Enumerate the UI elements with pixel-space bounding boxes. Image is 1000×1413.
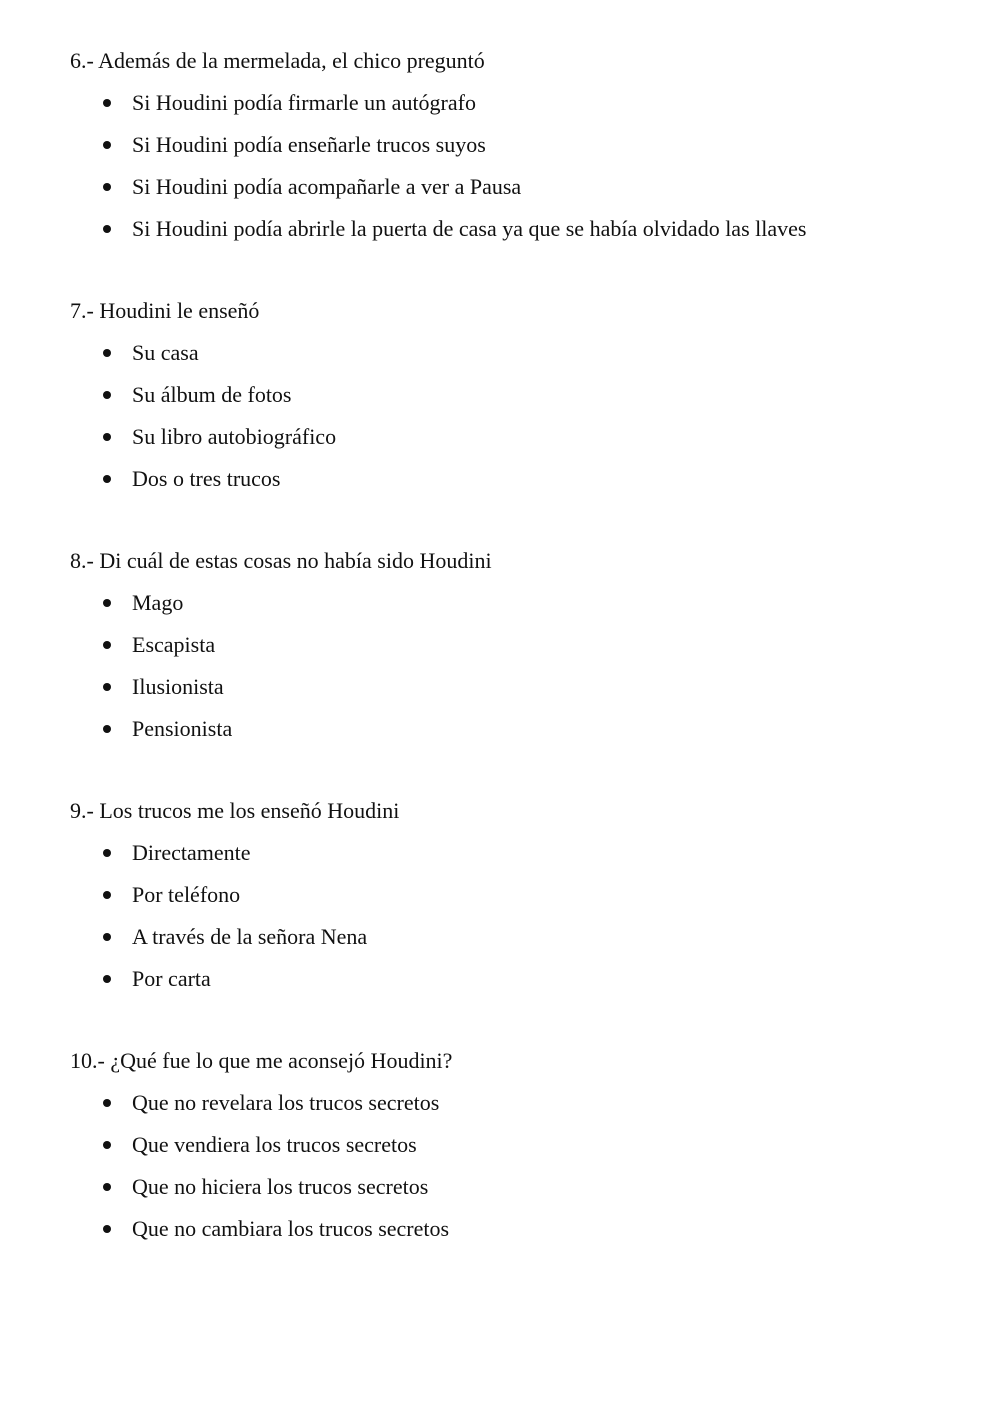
question-6 — [70, 46, 950, 256]
answer-option[interactable] — [70, 672, 950, 714]
answer-option[interactable] — [70, 964, 950, 1006]
answer-option[interactable] — [70, 1088, 950, 1130]
answer-options — [70, 588, 950, 756]
option-label: Que no revelara los trucos secretos — [132, 1090, 440, 1115]
answer-option[interactable] — [70, 338, 950, 380]
bullet-icon — [103, 641, 111, 649]
question-text: 6.- Además de la mermelada, el chico preguntó — [70, 48, 485, 73]
bullet-icon — [103, 849, 111, 857]
option-label: Mago — [132, 590, 184, 615]
option-label: Directamente — [132, 840, 251, 865]
answer-option[interactable] — [70, 922, 950, 964]
answer-options — [70, 338, 950, 506]
answer-option[interactable] — [70, 464, 950, 506]
question-text: 9.- Los trucos me los enseñó Houdini — [70, 798, 400, 823]
option-label: Por carta — [132, 966, 211, 991]
answer-options — [70, 838, 950, 1006]
bullet-icon — [103, 933, 111, 941]
bullet-icon — [103, 1183, 111, 1191]
question-8 — [70, 546, 950, 756]
answer-option[interactable] — [70, 88, 950, 130]
answer-option[interactable] — [70, 130, 950, 172]
bullet-icon — [103, 1099, 111, 1107]
question-10 — [70, 1046, 950, 1256]
question-7 — [70, 296, 950, 506]
bullet-icon — [103, 725, 111, 733]
bullet-icon — [103, 975, 111, 983]
answer-option[interactable] — [70, 1172, 950, 1214]
question-text: 8.- Di cuál de estas cosas no había sido Houdini — [70, 548, 492, 573]
answer-option[interactable] — [70, 630, 950, 672]
option-label: Dos o tres trucos — [132, 466, 281, 491]
option-label: Si Houdini podía enseñarle trucos suyos — [132, 132, 486, 157]
bullet-icon — [103, 891, 111, 899]
option-label: Escapista — [132, 632, 216, 657]
bullet-icon — [103, 99, 111, 107]
answer-option[interactable] — [70, 172, 950, 214]
answer-option[interactable] — [70, 838, 950, 880]
bullet-icon — [103, 599, 111, 607]
option-label: Su álbum de fotos — [132, 382, 292, 407]
bullet-icon — [103, 391, 111, 399]
bullet-icon — [103, 683, 111, 691]
answer-option[interactable] — [70, 714, 950, 756]
option-label: Que no cambiara los trucos secretos — [132, 1216, 450, 1241]
bullet-icon — [103, 349, 111, 357]
answer-option[interactable] — [70, 1214, 950, 1256]
option-label: Por teléfono — [132, 882, 241, 907]
answer-options — [70, 1088, 950, 1256]
answer-option[interactable] — [70, 422, 950, 464]
option-label: Su casa — [132, 340, 199, 365]
option-label: Si Houdini podía acompañarle a ver a Pausa — [132, 174, 522, 199]
bullet-icon — [103, 183, 111, 191]
answer-option[interactable] — [70, 880, 950, 922]
option-label: Ilusionista — [132, 674, 224, 699]
question-text: 10.- ¿Qué fue lo que me aconsejó Houdini? — [70, 1048, 453, 1073]
answer-option[interactable] — [70, 214, 950, 256]
option-label: Si Houdini podía firmarle un autógrafo — [132, 90, 476, 115]
bullet-icon — [103, 1225, 111, 1233]
option-label: Que no hiciera los trucos secretos — [132, 1174, 429, 1199]
option-label: Que vendiera los trucos secretos — [132, 1132, 417, 1157]
bullet-icon — [103, 433, 111, 441]
question-text: 7.- Houdini le enseñó — [70, 298, 260, 323]
bullet-icon — [103, 141, 111, 149]
option-label: Si Houdini podía abrirle la puerta de casa ya que se había olvidado las llaves — [132, 216, 807, 241]
answer-options — [70, 88, 950, 256]
answer-option[interactable] — [70, 588, 950, 630]
bullet-icon — [103, 475, 111, 483]
option-label: Su libro autobiográfico — [132, 424, 337, 449]
answer-option[interactable] — [70, 1130, 950, 1172]
answer-option[interactable] — [70, 380, 950, 422]
bullet-icon — [103, 1141, 111, 1149]
question-9 — [70, 796, 950, 1006]
option-label: Pensionista — [132, 716, 233, 741]
option-label: A través de la señora Nena — [132, 924, 368, 949]
bullet-icon — [103, 225, 111, 233]
